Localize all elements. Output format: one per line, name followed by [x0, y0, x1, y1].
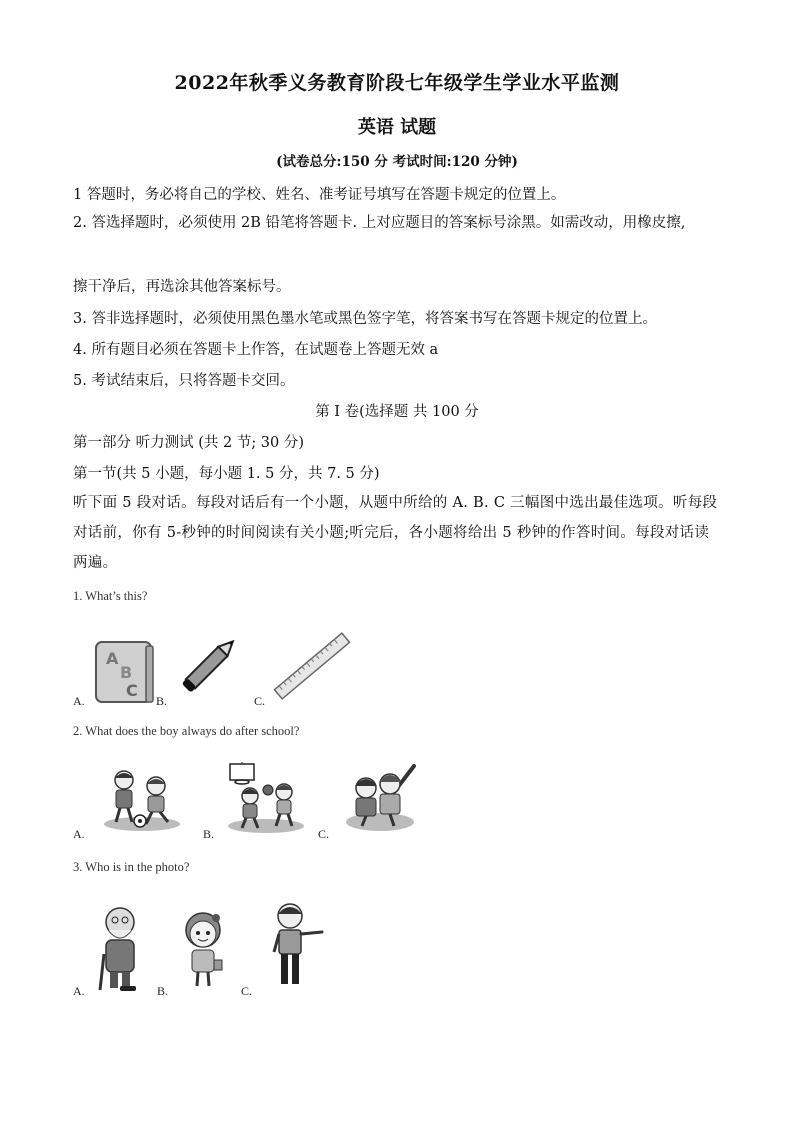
instruction-2: 2. 答选择题时，必须使用 2B 铅笔将答题卡. 上对应题目的答案标号涂黑。如需改动，用橡皮擦,	[73, 215, 686, 231]
instruction-5: 5. 考试结束后，只将答题卡交回。	[73, 373, 295, 389]
exam-title: 2022年秋季义务教育阶段七年级学生学业水平监测	[174, 72, 620, 94]
grandpa-icon	[94, 904, 148, 992]
svg-text:B: B	[120, 663, 133, 682]
option-1a[interactable]: A.	[73, 694, 85, 708]
question-1: 1. What’s this?	[73, 589, 148, 603]
question-3: 3. Who is in the photo?	[73, 860, 190, 874]
section-heading: 第一节(共 5 小题，每小题 1. 5 分，共 7. 5 分)	[73, 466, 380, 482]
svg-text:A: A	[106, 649, 119, 668]
ruler-icon	[272, 630, 352, 702]
option-1c[interactable]: C.	[254, 694, 266, 708]
option-2a[interactable]: A.	[73, 827, 85, 841]
instruction-4: 4. 所有题目必须在答题卡上作答，在试题卷上答题无效 a	[73, 342, 439, 358]
option-3c[interactable]: C.	[241, 984, 253, 998]
baseball-icon	[344, 762, 420, 832]
option-1b[interactable]: B.	[156, 694, 168, 708]
abc-book-icon	[94, 640, 156, 706]
option-3a[interactable]: A.	[73, 984, 85, 998]
subject-title: 英语 试题	[357, 117, 437, 138]
instruction-2-cont: 擦干净后，再选涂其他答案标号。	[73, 279, 291, 295]
svg-text:C: C	[126, 681, 138, 700]
boy-icon	[266, 902, 326, 988]
volume-heading: 第 I 卷(选择题 共 100 分	[315, 404, 479, 420]
part-heading: 第一部分 听力测试 (共 2 节; 30 分)	[73, 435, 305, 451]
instruction-1: 1 答题时，务必将自己的学校、姓名、准考证号填写在答题卡规定的位置上。	[73, 187, 566, 203]
directions: 听下面 5 段对话。每段对话后有一个小题，从题中所给的 A. B. C 三幅图中选出最佳选项。听每段对话前，你有 5-秒钟的时间阅读有关小题;听完后，各小题将给出 5 秒钟的作答时间。每段对话读两遍。	[73, 495, 718, 571]
question-2: 2. What does the boy always do after school?	[73, 724, 300, 738]
girl-icon	[178, 910, 228, 990]
option-3b[interactable]: B.	[157, 984, 169, 998]
soccer-icon	[102, 766, 182, 832]
pencil-icon	[178, 628, 246, 698]
option-2b[interactable]: B.	[203, 827, 215, 841]
instruction-3: 3. 答非选择题时，必须使用黑色墨水笔或黑色签字笔，将答案书写在答题卡规定的位置上。	[73, 311, 657, 327]
option-2c[interactable]: C.	[318, 827, 330, 841]
exam-info: (试卷总分:150 分 考试时间:120 分钟)	[276, 154, 518, 170]
basketball-icon	[226, 762, 306, 834]
